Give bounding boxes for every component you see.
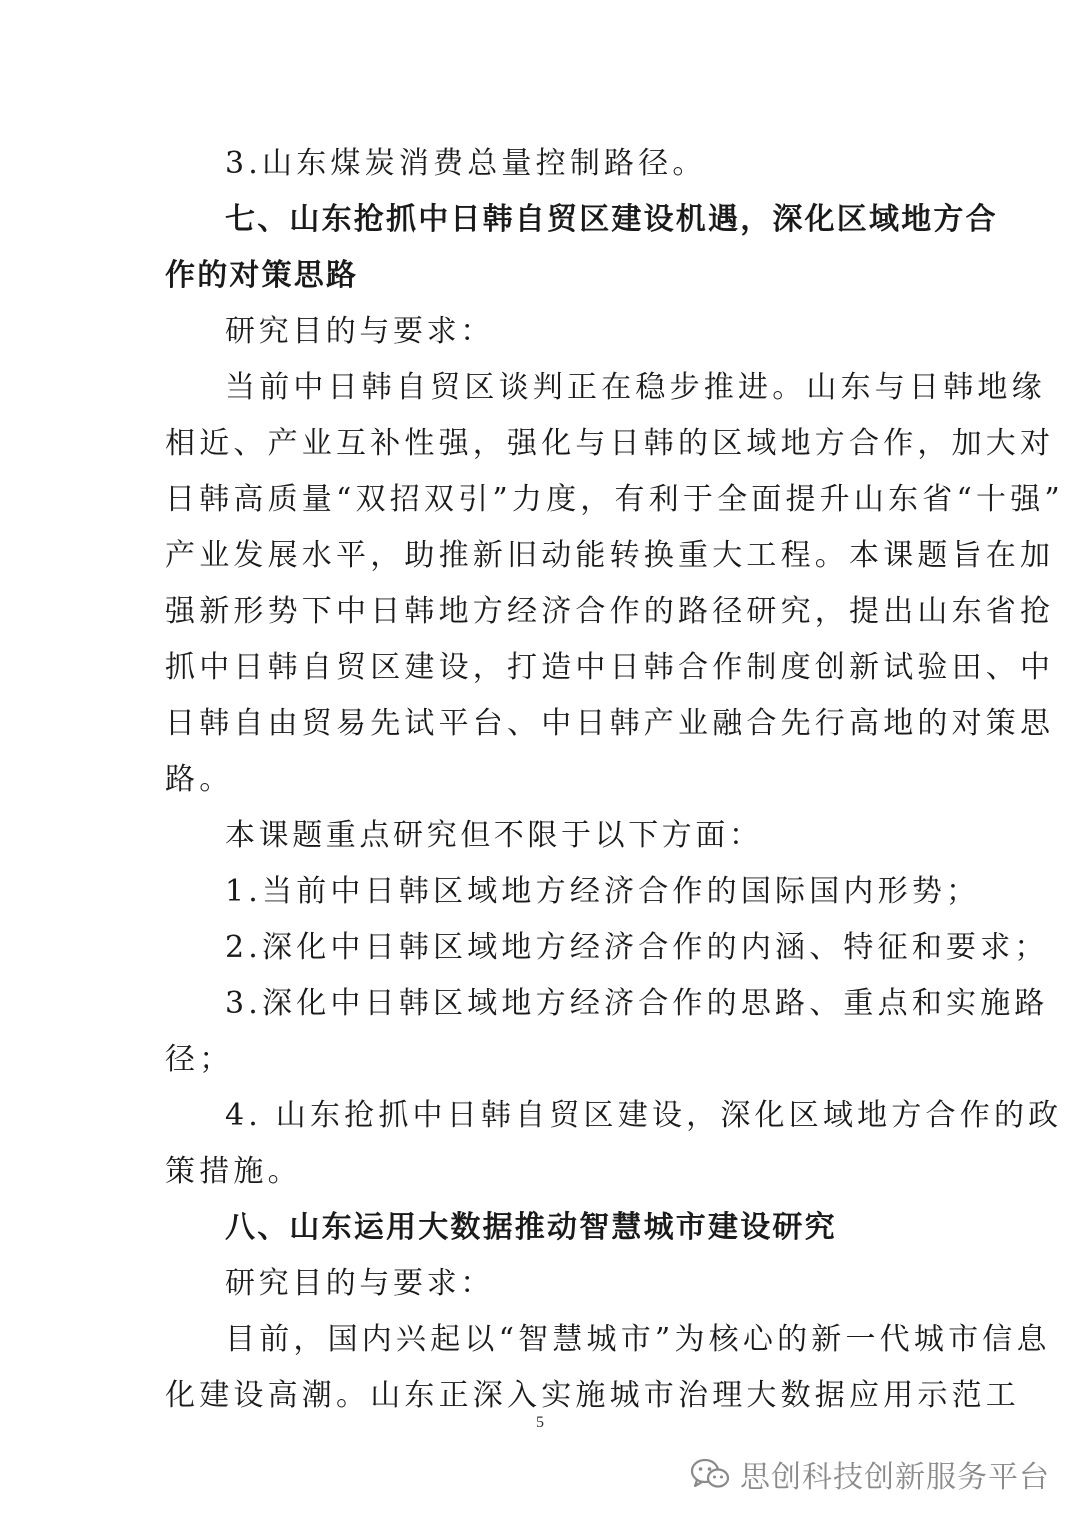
paragraph-line: 日韩自由贸易先试平台、中日韩产业融合先行高地的对策思 xyxy=(165,706,1055,741)
section-label: 研究目的与要求： xyxy=(225,314,494,349)
section-heading-continued: 作的对策思路 xyxy=(165,258,359,293)
paragraph-line: 路。 xyxy=(165,762,234,797)
list-item: 4. 山东抢抓中日韩自贸区建设，深化区域地方合作的政 xyxy=(225,1098,1063,1133)
section-heading: 八、山东运用大数据推动智慧城市建设研究 xyxy=(225,1210,837,1245)
paragraph-line: 目前，国内兴起以“智慧城市”为核心的新一代城市信息 xyxy=(225,1322,1051,1357)
section-label: 研究目的与要求： xyxy=(225,1266,494,1301)
paragraph-line: 化建设高潮。山东正深入实施城市治理大数据应用示范工 xyxy=(165,1378,1020,1413)
paragraph-line: 强新形势下中日韩地方经济合作的路径研究，提出山东省抢 xyxy=(165,594,1055,629)
paragraph-line: 产业发展水平，助推新旧动能转换重大工程。本课题旨在加 xyxy=(165,538,1055,573)
paragraph-line: 抓中日韩自贸区建设，打造中日韩合作制度创新试验田、中 xyxy=(165,650,1055,685)
list-item: 3.山东煤炭消费总量控制路径。 xyxy=(225,146,707,181)
section-heading: 七、山东抢抓中日韩自贸区建设机遇，深化区域地方合 xyxy=(225,202,998,237)
paragraph-line: 日韩高质量“双招双引”力度，有利于全面提升山东省“十强” xyxy=(165,482,1064,517)
paragraph-line: 策措施。 xyxy=(165,1154,302,1189)
paragraph-line: 相近、产业互补性强，强化与日韩的区域地方合作，加大对 xyxy=(165,426,1055,461)
paragraph-line: 当前中日韩自贸区谈判正在稳步推进。山东与日韩地缘 xyxy=(225,370,1046,405)
page-number: 5 xyxy=(536,1414,544,1431)
list-item: 2.深化中日韩区域地方经济合作的内涵、特征和要求； xyxy=(225,930,1049,965)
watermark xyxy=(690,1452,1050,1496)
wechat-icon xyxy=(690,1457,730,1491)
watermark-text: 思创科技创新服务平台 xyxy=(740,1460,1050,1495)
section-label: 本课题重点研究但不限于以下方面： xyxy=(225,818,763,853)
list-item: 1.当前中日韩区域地方经济合作的国际国内形势； xyxy=(225,874,981,909)
document-body xyxy=(165,136,1064,1424)
list-item: 3.深化中日韩区域地方经济合作的思路、重点和实施路 xyxy=(225,986,1049,1021)
paragraph-line: 径； xyxy=(165,1042,234,1077)
